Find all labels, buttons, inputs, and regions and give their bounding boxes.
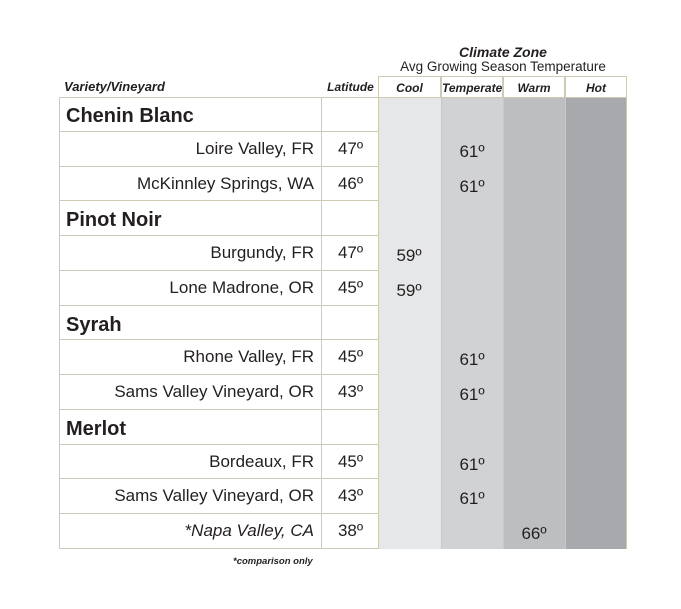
vineyard-row — [59, 236, 378, 271]
vineyard-name: Bordeaux, FR — [60, 445, 322, 479]
header-hot: Hot — [565, 76, 627, 98]
temperature-value: 59º — [396, 246, 422, 266]
variety-row — [59, 97, 378, 132]
vineyard-row — [59, 445, 378, 480]
warm-column — [503, 97, 565, 549]
latitude-value: 38º — [337, 521, 364, 541]
vineyard-name: Rhone Valley, FR — [60, 340, 322, 374]
vineyard-row — [59, 167, 378, 202]
variety-name: Chenin Blanc — [60, 97, 322, 131]
variety-row — [59, 410, 378, 445]
climate-zone-subtitle: Avg Growing Season Temperature — [400, 59, 606, 74]
vineyard-name: Loire Valley, FR — [60, 132, 322, 166]
latitude-value: 45º — [337, 451, 364, 471]
latitude-value: 47º — [337, 138, 364, 158]
vineyard-name: Sams Valley Vineyard, OR — [60, 375, 322, 409]
climate-zone-title: Climate Zone — [459, 44, 547, 60]
latitude-value: 46º — [337, 173, 364, 193]
vineyard-row — [59, 340, 378, 375]
latitude-value: 43º — [337, 486, 364, 506]
temperature-value: 61º — [459, 176, 485, 196]
hot-column — [565, 97, 627, 549]
vineyard-name: Lone Madrone, OR — [60, 271, 322, 305]
temperature-value: 59º — [396, 280, 422, 300]
variety-name: Merlot — [60, 410, 322, 444]
header-variety: Variety/Vineyard — [64, 79, 165, 94]
header-warm: Warm — [503, 76, 565, 98]
vineyard-row — [59, 479, 378, 514]
variety-name: Syrah — [60, 306, 322, 340]
header-temperate: Temperate — [441, 76, 503, 98]
climate-table — [59, 97, 627, 549]
variety-name: Pinot Noir — [60, 201, 322, 235]
vineyard-name: Burgundy, FR — [60, 236, 322, 270]
latitude-value: 47º — [337, 243, 364, 263]
latitude-value — [322, 201, 379, 235]
header-cool: Cool — [378, 76, 441, 98]
temperature-value: 61º — [459, 141, 485, 161]
temperature-value: 66º — [521, 524, 547, 544]
variety-row — [59, 306, 378, 341]
temperature-value: 61º — [459, 489, 485, 509]
variety-row — [59, 201, 378, 236]
temperature-value: 61º — [459, 385, 485, 405]
cool-column — [378, 97, 441, 549]
latitude-value — [322, 97, 379, 131]
latitude-value — [322, 410, 379, 444]
vineyard-name: *Napa Valley, CA — [60, 514, 322, 548]
latitude-value: 43º — [337, 382, 364, 402]
vineyard-name: Sams Valley Vineyard, OR — [60, 479, 322, 513]
vineyard-name: McKinnley Springs, WA — [60, 167, 322, 201]
vineyard-row — [59, 271, 378, 306]
footnote: *comparison only — [233, 556, 313, 567]
latitude-value: 45º — [337, 277, 364, 297]
vineyard-row — [59, 514, 378, 549]
header-latitude: Latitude — [327, 80, 374, 94]
latitude-value — [322, 306, 379, 340]
vineyard-row — [59, 132, 378, 167]
latitude-value: 45º — [337, 347, 364, 367]
vineyard-row — [59, 375, 378, 410]
temperature-value: 61º — [459, 350, 485, 370]
temperature-value: 61º — [459, 454, 485, 474]
